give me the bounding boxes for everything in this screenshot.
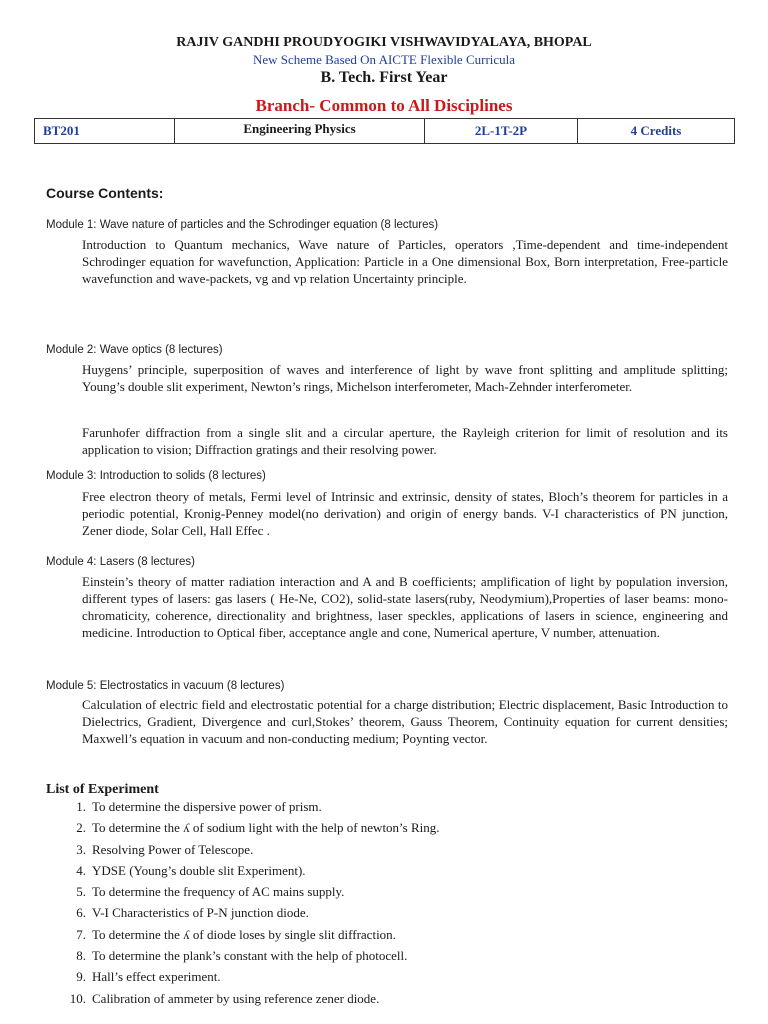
course-info-table: [34, 118, 735, 144]
item-text: To determine the ʎ of sodium light with the help of newton’s Ring.: [92, 820, 440, 836]
module-1-body: [82, 236, 728, 287]
list-item: [60, 991, 440, 1012]
module-2-text-2: Farunhofer diffraction from a single slit and a circular aperture, the Rayleigh criterion for limit of resolution and its application to vision; Diffraction gratings and their resolving power.: [82, 425, 728, 457]
module-5-body: [82, 696, 728, 747]
year-heading: B. Tech. First Year: [320, 69, 448, 86]
item-text: Resolving Power of Telescope.: [92, 841, 254, 857]
item-text: YDSE (Young’s double slit Experiment).: [92, 862, 306, 878]
module-3-body: [82, 488, 728, 539]
course-credits: 4 Credits: [630, 123, 682, 138]
experiments-list: [60, 799, 440, 1012]
item-number: 1.: [76, 799, 86, 814]
module-4-body: [82, 573, 728, 641]
scheme-subtitle: New Scheme Based On AICTE Flexible Curricula: [252, 52, 516, 67]
module-2-title: Module 2: Wave optics (8 lectures): [46, 344, 223, 356]
module-5-title: Module 5: Electrostatics in vacuum (8 lectures): [46, 680, 285, 692]
item-number: 6.: [76, 905, 86, 921]
module-1-title: Module 1: Wave nature of particles and the Schrodinger equation (8 lectures): [46, 219, 439, 231]
module-3-text: Free electron theory of metals, Fermi level of Intrinsic and extrinsic, density of states, Bloch’s theorem for particles in a periodic potential, Kronig-Penney model(no derivation) and origin of energy bands. V-I characteristics of PN junction, Zener diode, Solar Cell, Hall Effec .: [82, 489, 728, 538]
item-text: To determine the ʎ of diode loses by single slit diffraction.: [92, 926, 396, 942]
item-text: V-I Characteristics of P-N junction diode.: [92, 905, 309, 921]
course-name: Engineering Physics: [175, 119, 425, 143]
list-item: [60, 884, 440, 905]
item-text: To determine the frequency of AC mains supply.: [92, 884, 345, 900]
module-5-text: Calculation of electric field and electrostatic potential for a charge distribution; Electric displacement, Basic Introduction to Dielectrics, Gradient, Divergence and curl,Stokes’ theorem, Gauss Theorem, Continuity equation for current densities; Maxwell’s equation in vacuum and non-conducting medium; Poynting vector.: [82, 697, 728, 746]
item-number: 2.: [76, 820, 86, 836]
university-name: RAJIV GANDHI PROUDYOGIKI VISHWAVIDYALAYA, BHOPAL: [176, 35, 592, 50]
course-code: BT201: [35, 119, 175, 143]
module-1-text: Introduction to Quantum mechanics, Wave nature of Particles, operators ,Time-dependent and time-independent Schrodinger equation for wavefunction, Application: Particle in a One dimensional Box, Born interpretation, Free-particle wavefunction and wave-packets, vg and vp relation Uncertainty principle.: [82, 237, 728, 286]
list-item: [60, 820, 440, 841]
module-2-body-2: [82, 424, 728, 458]
list-item: [60, 905, 440, 926]
list-item: [60, 799, 440, 820]
item-text: Calibration of ammeter by using reference zener diode.: [92, 990, 380, 1006]
branch-heading: Branch- Common to All Disciplines: [255, 96, 513, 115]
list-item: [60, 842, 440, 863]
module-4-text: Einstein’s theory of matter radiation interaction and A and B coefficients; amplification of light by population inversion, different types of lasers: gas lasers ( He-Ne, CO2), solid-state lasers(ruby, Neodymium),Properties of laser beams: mono-chromaticity, coherence, directionality and brightness, laser speckles, applications of lasers in science, engineering and medicine. Introduction to Optical fiber, acceptance angle and cone, Numerical aperture, V number, attenuation.: [82, 574, 728, 640]
item-number: 5.: [76, 884, 86, 900]
item-number: 4.: [76, 862, 86, 878]
module-2-text: Huygens’ principle, superposition of waves and interference of light by wave front splitting and amplitude splitting; Young’s double slit experiment, Newton’s rings, Michelson interferometer, Mach-Zehnder interferometer.: [82, 362, 728, 394]
item-number: 3.: [76, 841, 86, 857]
item-number: 7.: [76, 926, 86, 942]
course-contents-title: Course Contents:: [46, 185, 164, 201]
list-item: [60, 863, 440, 884]
item-number: 9.: [76, 969, 86, 985]
module-3-title: Module 3: Introduction to solids (8 lectures): [46, 470, 266, 482]
module-4-title: Module 4: Lasers (8 lectures): [46, 556, 195, 568]
course-ltp: 2L-1T-2P: [425, 119, 578, 143]
list-item: [60, 948, 440, 969]
experiments-title: List of Experiment: [46, 782, 159, 797]
module-2-body: [82, 361, 728, 395]
item-text: Hall’s effect experiment.: [92, 969, 221, 985]
item-number: 10.: [69, 990, 86, 1006]
item-text: To determine the plank’s constant with the help of photocell.: [92, 948, 408, 964]
list-item: [60, 927, 440, 948]
item-number: 8.: [76, 948, 86, 964]
item-text: To determine the dispersive power of prism.: [92, 799, 322, 814]
list-item: [60, 969, 440, 990]
